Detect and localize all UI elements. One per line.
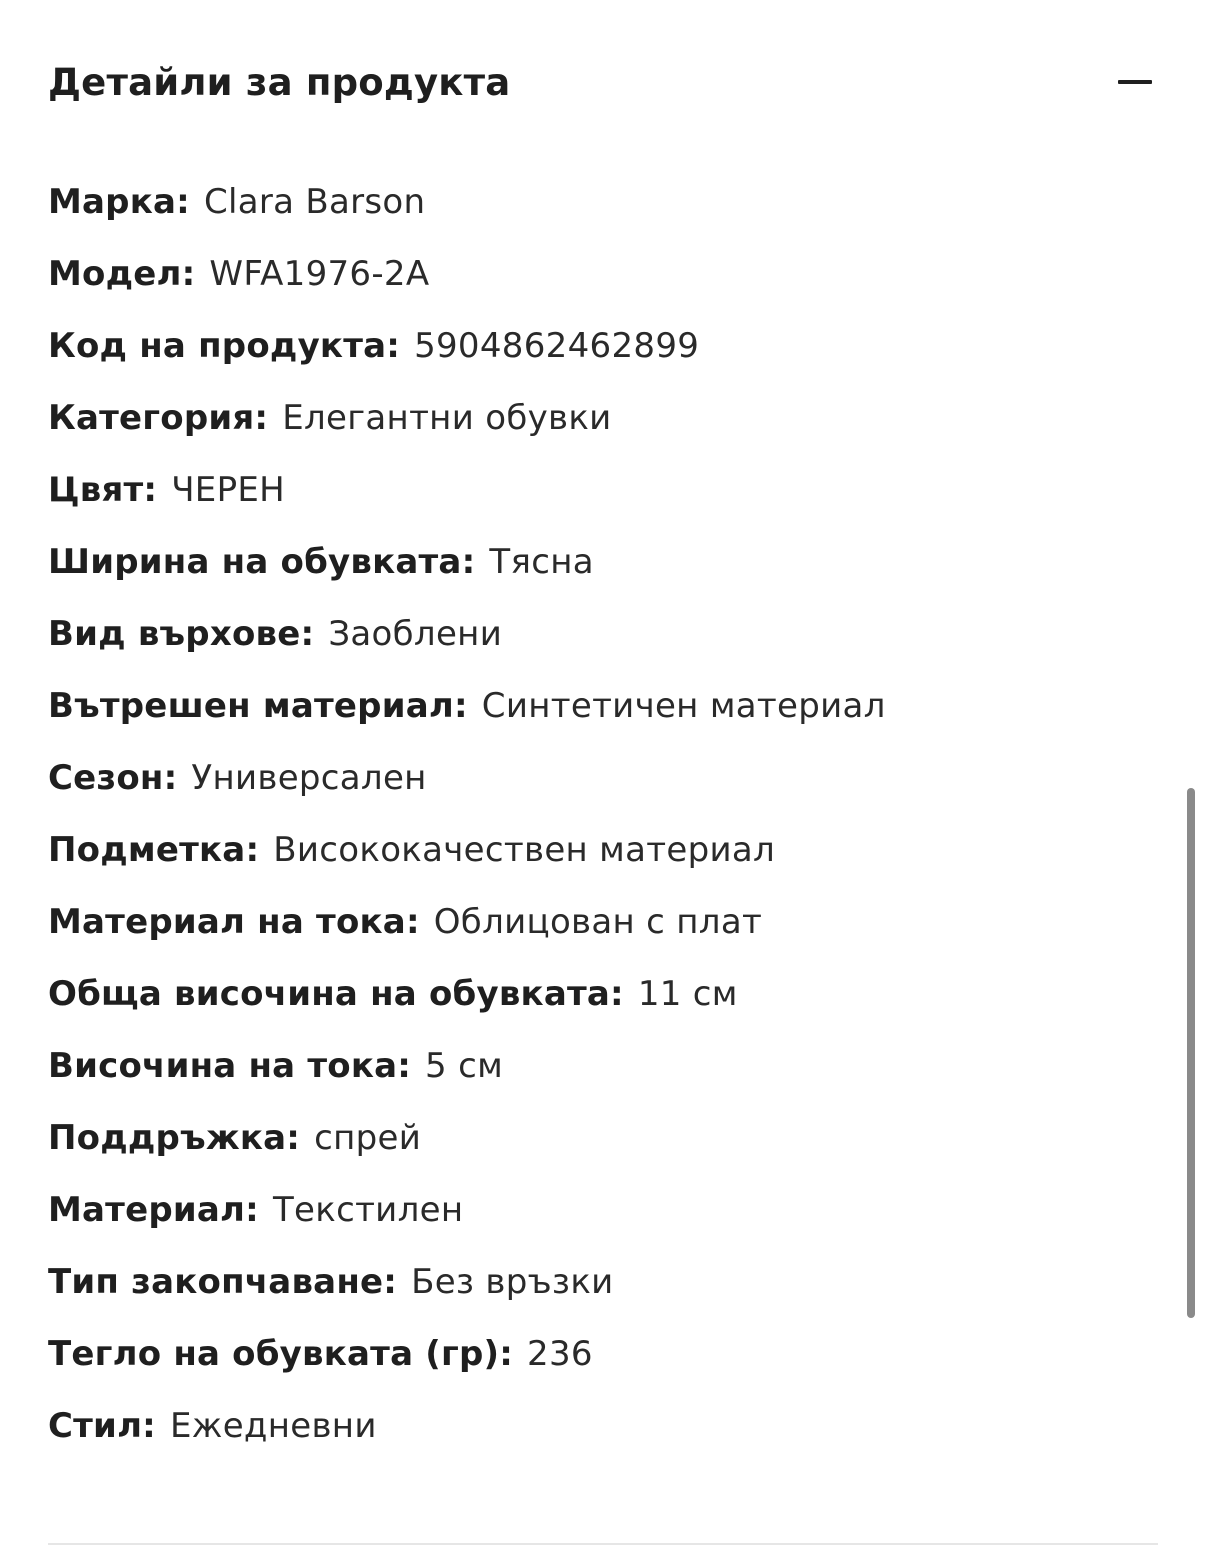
detail-value: Тясна [489, 542, 594, 582]
detail-label: Ширина на обувката: [48, 542, 476, 582]
detail-value: Текстилен [272, 1190, 464, 1230]
detail-value: 5 см [425, 1046, 504, 1086]
detail-value: ЧЕРЕН [171, 470, 286, 510]
detail-label: Вид върхове: [48, 614, 315, 654]
product-details-header[interactable] [48, 52, 1158, 112]
detail-value: 5904862462899 [414, 326, 700, 366]
detail-label: Подметка: [48, 830, 260, 870]
detail-row [48, 526, 1148, 598]
detail-row [48, 238, 1148, 310]
detail-value: Ежедневни [169, 1406, 377, 1446]
section-title: Детайли за продукта [48, 60, 511, 104]
detail-label: Сезон: [48, 758, 178, 798]
detail-label: Стил: [48, 1406, 156, 1446]
detail-row [48, 1030, 1148, 1102]
detail-value: Без връзки [411, 1262, 614, 1302]
detail-label: Модел: [48, 254, 196, 294]
detail-label: Марка: [48, 182, 190, 222]
detail-row [48, 454, 1148, 526]
detail-label: Височина на тока: [48, 1046, 412, 1086]
section-divider [48, 1543, 1158, 1545]
detail-row [48, 670, 1148, 742]
detail-label: Категория: [48, 398, 269, 438]
detail-row [48, 382, 1148, 454]
detail-value: Заоблени [328, 614, 503, 654]
detail-value: Облицован с плат [433, 902, 763, 942]
detail-value: Универсален [191, 758, 427, 798]
detail-label: Материал: [48, 1190, 259, 1230]
detail-row [48, 166, 1148, 238]
detail-value: Синтетичен материал [481, 686, 886, 726]
detail-label: Вътрешен материал: [48, 686, 468, 726]
detail-label: Цвят: [48, 470, 158, 510]
detail-label: Тип закопчаване: [48, 1262, 398, 1302]
detail-label: Обща височина на обувката: [48, 974, 624, 1014]
scrollbar[interactable] [1187, 788, 1195, 1318]
detail-value: WFA1976-2A [209, 254, 430, 294]
detail-value: Clara Barson [203, 182, 426, 222]
detail-value: Елегантни обувки [282, 398, 612, 438]
detail-row [48, 1174, 1148, 1246]
details-list [48, 166, 1148, 1462]
detail-label: Тегло на обувката (гр): [48, 1334, 514, 1374]
detail-label: Материал на тока: [48, 902, 420, 942]
minus-icon[interactable] [1118, 65, 1152, 99]
detail-row [48, 598, 1148, 670]
detail-row [48, 310, 1148, 382]
detail-row [48, 1390, 1148, 1462]
detail-row [48, 1102, 1148, 1174]
detail-value: Висококачествен материал [273, 830, 776, 870]
detail-row [48, 886, 1148, 958]
detail-label: Код на продукта: [48, 326, 401, 366]
detail-row [48, 958, 1148, 1030]
detail-value: спрей [314, 1118, 422, 1158]
detail-row [48, 742, 1148, 814]
detail-row [48, 814, 1148, 886]
detail-row [48, 1246, 1148, 1318]
detail-row [48, 1318, 1148, 1390]
detail-value: 11 см [637, 974, 738, 1014]
detail-value: 236 [527, 1334, 593, 1374]
detail-label: Поддръжка: [48, 1118, 301, 1158]
